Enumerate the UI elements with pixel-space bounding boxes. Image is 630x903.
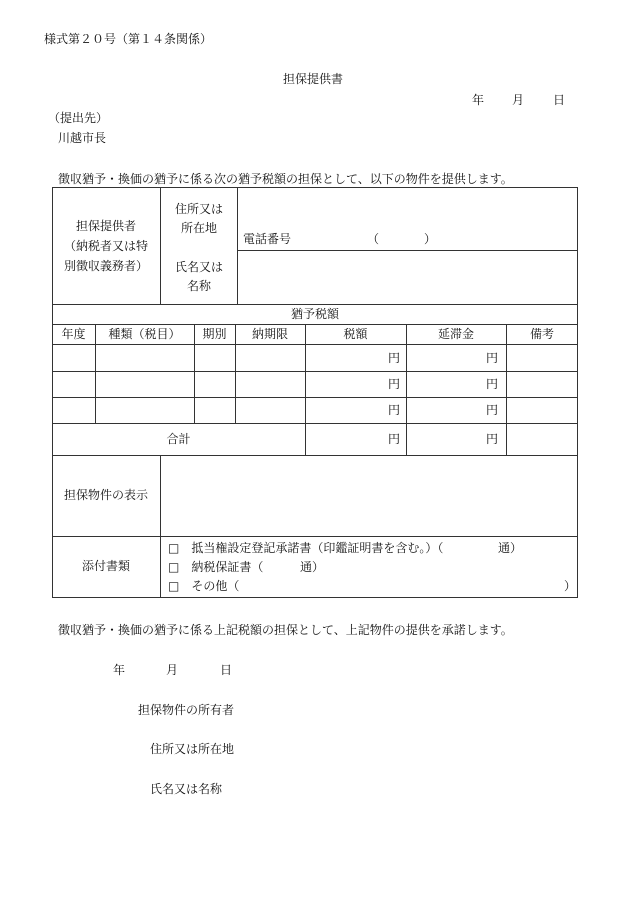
- attachment-suffix-guarantee: 通）: [300, 560, 325, 574]
- collateral-label: 担保物件の表示: [63, 488, 148, 502]
- col-type: 種類（税目）: [108, 327, 181, 341]
- attachment-text-consent: 抵当権設定登記承諾書（印鑑証明書を含む。）（: [191, 541, 444, 555]
- phone-label: 電話番号: [243, 232, 292, 246]
- attachment-row-consent: [168, 539, 443, 557]
- owner-label: 担保物件の所有者: [138, 703, 235, 717]
- attachment-row-guarantee: [168, 558, 263, 576]
- row3-tax-yen: 円: [388, 403, 401, 417]
- name-label-line2: 名称: [186, 279, 211, 293]
- provider-label-line3: 別徴収義務者）: [63, 259, 148, 273]
- collateral-value[interactable]: [164, 459, 572, 531]
- page-title: 担保提供書: [283, 72, 344, 86]
- row1-delinquency-yen: 円: [486, 351, 499, 365]
- attachment-suffix-consent: 通）: [498, 541, 523, 555]
- attachment-checkbox-guarantee[interactable]: □: [168, 560, 180, 574]
- attachment-suffix-other: ）: [564, 579, 577, 593]
- address-label-line1: 住所又は: [174, 202, 223, 216]
- row3-delinquency-yen: 円: [486, 403, 499, 417]
- date-month-label: 月: [512, 93, 525, 107]
- name-value[interactable]: [238, 267, 574, 287]
- address-label-line2: 所在地: [180, 221, 217, 235]
- deferral-header: 猶予税額: [290, 307, 339, 321]
- consent-date-month: 月: [166, 663, 179, 677]
- row1-tax-yen: 円: [388, 351, 401, 365]
- col-tax: 税額: [343, 327, 368, 341]
- collateral-form-table: [52, 187, 578, 598]
- address-value[interactable]: [238, 207, 574, 227]
- total-label: 合計: [166, 432, 191, 446]
- recipient-label: （提出先）: [48, 111, 109, 125]
- attachment-checkbox-consent[interactable]: □: [168, 541, 180, 555]
- total-tax-yen: 円: [388, 432, 401, 446]
- row2-tax-yen: 円: [388, 377, 401, 391]
- consent-text: 徴収猶予・換価の猶予に係る上記税額の担保として、上記物件の提供を承諾します。: [58, 623, 513, 637]
- form-number: 様式第２０号（第１４条関係）: [44, 32, 213, 46]
- owner-address-label: 住所又は所在地: [150, 742, 235, 756]
- consent-date-day: 日: [220, 663, 233, 677]
- col-remarks: 備考: [529, 327, 554, 341]
- intro-text: 徴収猶予・換価の猶予に係る次の猶予税額の担保として、以下の物件を提供します。: [58, 172, 513, 186]
- provider-label-line2: （納税者又は特: [63, 239, 148, 253]
- total-delinquency-yen: 円: [486, 432, 499, 446]
- row2-delinquency-yen: 円: [486, 377, 499, 391]
- col-year: 年度: [61, 327, 86, 341]
- attachment-text-guarantee: 納税保証書（: [191, 560, 264, 574]
- col-deadline: 納期限: [251, 327, 288, 341]
- date-day-label: 日: [553, 93, 566, 107]
- col-delinquency: 延滞金: [437, 327, 474, 341]
- consent-date-year: 年: [113, 663, 126, 677]
- attachment-checkbox-other[interactable]: □: [168, 579, 180, 593]
- provider-label-line1: 担保提供者: [75, 219, 136, 233]
- attachment-row-other: [168, 577, 239, 595]
- phone-paren-open: （: [367, 232, 380, 246]
- date-year-label: 年: [472, 93, 485, 107]
- recipient: 川越市長: [58, 131, 107, 145]
- phone-paren-close: ）: [424, 232, 437, 246]
- attachment-text-other: その他（: [191, 579, 240, 593]
- name-label-line1: 氏名又は: [174, 260, 223, 274]
- owner-name-label: 氏名又は名称: [150, 782, 223, 796]
- attachments-label: 添付書類: [81, 559, 130, 573]
- col-period: 期別: [202, 327, 227, 341]
